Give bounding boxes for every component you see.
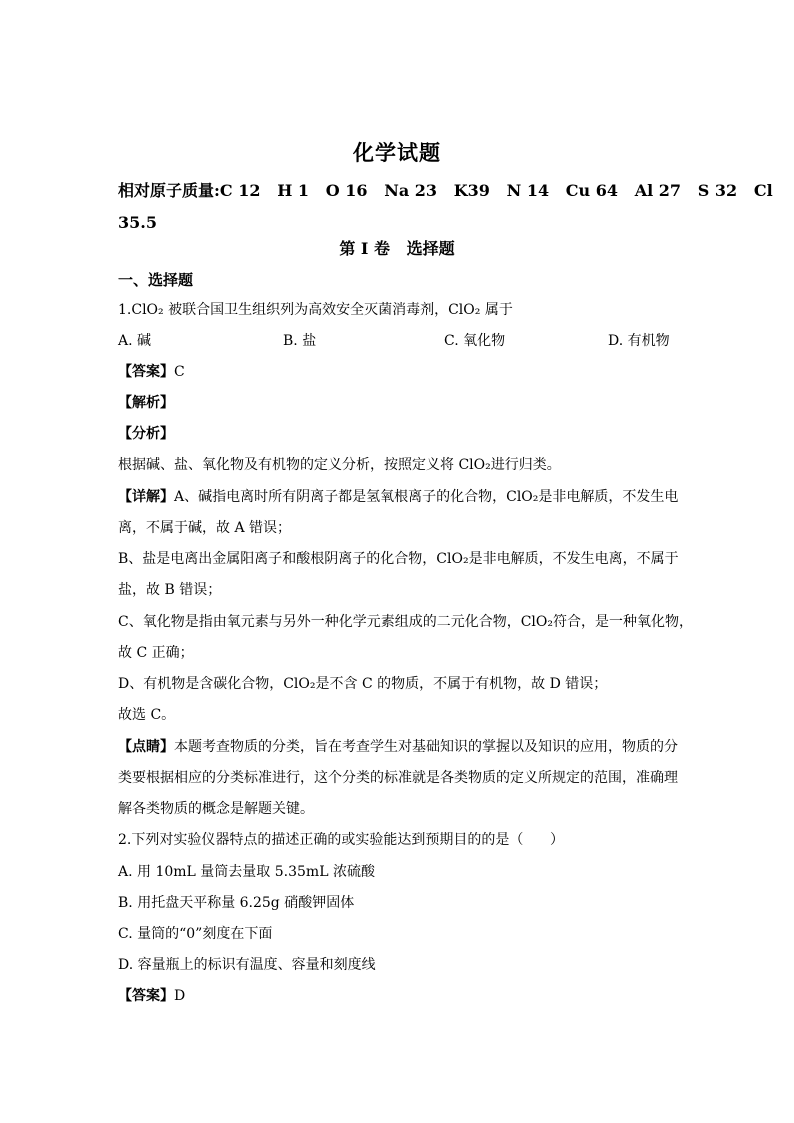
q1-detail-b-line1: B、盐是电离出金属阳离子和酸根阴离子的化合物，ClO₂是非电解质，不发生电离，不属于 xyxy=(118,551,679,567)
q2-option-a: A. 用 10mL 量筒去量取 5.35mL 浓硫酸 xyxy=(118,864,375,880)
q1-option-c: C. 氧化物 xyxy=(444,333,506,349)
q2-option-c: C. 量筒的“0”刻度在下面 xyxy=(118,926,273,942)
q1-option-d: D. 有机物 xyxy=(608,333,670,349)
q1-detail-d-line1: D、有机物是含碳化合物，ClO₂是不含 C 的物质，不属于有机物，故 D 错误； xyxy=(118,676,608,692)
q1-fenxi-label: 【分析】 xyxy=(118,426,174,442)
q1-detail-a-line2: 离，不属于碱，故 A 错误； xyxy=(118,520,292,536)
q2-answer-label: 【答案】 xyxy=(118,988,174,1004)
q1-jiexi-label: 【解析】 xyxy=(118,395,174,411)
atomic-masses-line1: 相对原子质量:C 12 H 1 O 16 Na 23 K39 N 14 Cu 64 Al 27 S 32 Cl xyxy=(118,181,773,200)
q1-detail-a-line1 xyxy=(118,487,678,507)
q1-detail-b-line2: 盐，故 B 错误； xyxy=(118,582,222,598)
q1-stem: 1.ClO₂ 被联合国卫生组织列为高效安全灭菌消毒剂，ClO₂ 属于 xyxy=(118,302,513,318)
q2-answer xyxy=(118,986,678,1006)
section-title: 第 I 卷 选择题 xyxy=(339,239,455,258)
q1-answer xyxy=(118,362,678,382)
q1-detail-a1: A、碱指电离时所有阴离子都是氢氧根离子的化合物，ClO₂是非电解质，不发生电 xyxy=(174,489,679,505)
q1-detail-c-line1: C、氧化物是指由氧元素与另外一种化学元素组成的二元化合物，ClO₂符合，是一种氧化物， xyxy=(118,614,693,630)
q2-option-d: D. 容量瓶上的标识有温度、容量和刻度线 xyxy=(118,957,376,973)
q1-answer-label: 【答案】 xyxy=(118,364,174,380)
page-title: 化学试题 xyxy=(353,140,441,165)
q2-option-b: B. 用托盘天平称量 6.25g 硝酸钾固体 xyxy=(118,895,355,911)
q2-stem: 2.下列对实验仪器特点的描述正确的或实验能达到预期目的的是（ ） xyxy=(118,832,565,848)
q1-option-b: B. 盐 xyxy=(283,333,317,349)
q1-dianjing-line3: 解各类物质的概念是解题关键。 xyxy=(118,801,314,817)
q1-conclusion: 故选 C。 xyxy=(118,707,176,723)
q1-dianjing-line1 xyxy=(118,737,678,757)
q2-answer-value: D xyxy=(174,988,186,1004)
q1-dianjing-1: 本题考查物质的分类，旨在考查学生对基础知识的掌握以及知识的应用，物质的分 xyxy=(174,739,678,755)
atomic-masses-line2: 35.5 xyxy=(118,213,157,232)
q1-dianjing-line2: 类要根据相应的分类标准进行，这个分类的标准就是各类物质的定义所规定的范围，准确理 xyxy=(118,770,678,786)
q1-option-a: A. 碱 xyxy=(118,333,152,349)
q1-dianjing-label: 【点睛】 xyxy=(118,739,174,755)
q1-fenxi-text: 根据碱、盐、氧化物及有机物的定义分析，按照定义将 ClO₂进行归类。 xyxy=(118,457,561,473)
atomic-masses xyxy=(118,175,773,239)
q1-detail-c-line2: 故 C 正确； xyxy=(118,645,194,661)
q1-answer-value: C xyxy=(174,364,185,380)
q1-detail-label: 【详解】 xyxy=(118,489,174,505)
part-heading: 一、选择题 xyxy=(118,271,194,289)
